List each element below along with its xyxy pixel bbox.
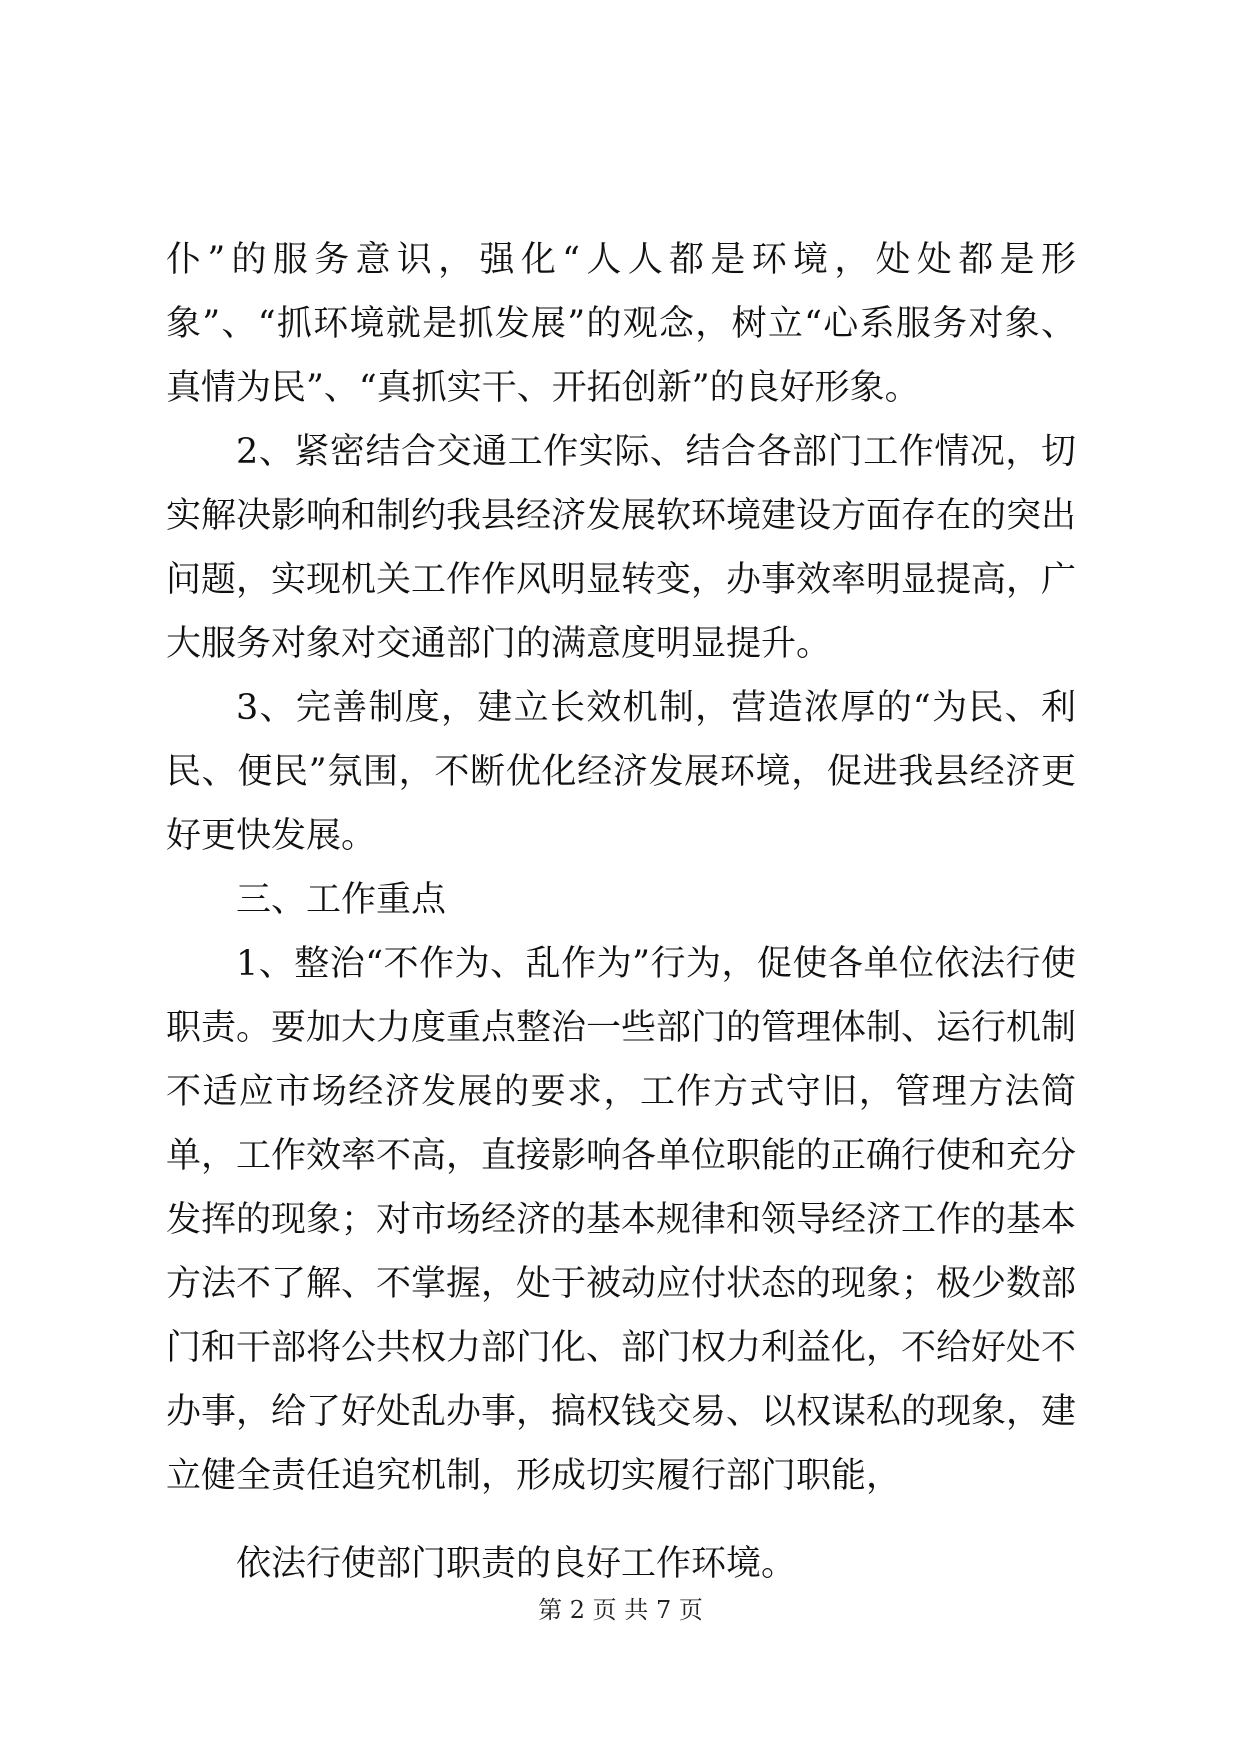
paragraph-closing: 依法行使部门职责的良好工作环境。 [236,1544,797,1584]
paragraph-goal-3: 3、完善制度，建立长效机制，营造浓厚的“为民、利民、便民”氛围，不断优化经济发展环境，促进我县经济更好更快发展。 [166,688,1076,856]
section-heading-work-focus: 三、工作重点 [236,880,447,920]
page-number-footer: 第 2 页 共 7 页 [538,1596,703,1624]
paragraph-goal-2: 2、紧密结合交通工作实际、结合各部门工作情况，切实解决影响和制约我县经济发展软环境建设方面存在的突出问题，实现机关工作作风明显转变，办事效率明显提高，广大服务对象对交通部门的满意度明显提升。 [166,432,1077,664]
document-body [166,228,1076,1596]
paragraph-focus-1: 1、整治“不作为、乱作为”行为，促使各单位依法行使职责。要加大力度重点整治一些部门的管理体制、运行机制不适应市场经济发展的要求，工作方式守旧，管理方法简单，工作效率不高，直接影响各单位职能的正确行使和充分发挥的现象；对市场经济的基本规律和领导经济工作的基本方法不了解、不掌握，处于被动应付状态的现象；极少数部门和干部将公共权力部门化、部门权力利益化，不给好处不办事，给了好处乱办事，搞权钱交易、以权谋私的现象，建立健全责任追究机制，形成切实履行部门职能， [166,944,1077,1496]
paragraph-continuation: 仆”的服务意识，强化“人人都是环境，处处都是形象”、“抓环境就是抓发展”的观念，树立“心系服务对象、真情为民”、“真抓实干、开拓创新”的良好形象。 [166,240,1076,408]
